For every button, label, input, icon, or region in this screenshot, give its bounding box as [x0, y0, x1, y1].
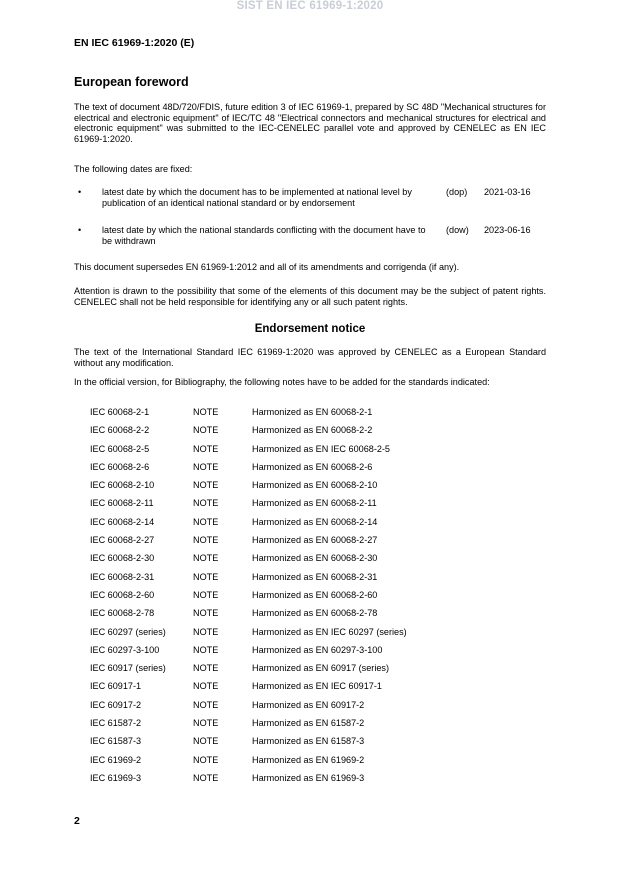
note-label: NOTE [193, 718, 219, 729]
standard-code: IEC 60297-3-100 [90, 644, 160, 655]
dates-item-dow [74, 225, 546, 247]
harmonized-text: Harmonized as EN 61969-2 [252, 754, 365, 765]
note-label: NOTE [193, 443, 219, 454]
harmonized-text: Harmonized as EN IEC 60068-2-5 [252, 443, 390, 454]
standard-code: IEC 60068-2-14 [90, 516, 155, 527]
note-label: NOTE [193, 736, 219, 747]
note-label: NOTE [193, 535, 219, 546]
standard-code: IEC 60917-2 [90, 699, 142, 710]
note-label: NOTE [193, 571, 219, 582]
foreword-heading: European foreword [74, 75, 189, 89]
harmonized-text: Harmonized as EN IEC 60917-1 [252, 681, 382, 692]
note-label: NOTE [193, 608, 219, 619]
harmonized-text: Harmonized as EN 60297-3-100 [252, 644, 383, 655]
note-label: NOTE [193, 772, 219, 783]
note-label: NOTE [193, 553, 219, 564]
harmonized-text: Harmonized as EN 61587-2 [252, 718, 365, 729]
harmonized-text: Harmonized as EN 60917 (series) [252, 663, 389, 674]
standard-code: IEC 60297 (series) [90, 626, 166, 637]
endorsement-heading: Endorsement notice [254, 323, 366, 335]
dates-item-date: 2021-03-16 [484, 187, 531, 197]
harmonized-text: Harmonized as EN 61969-3 [252, 772, 365, 783]
dates-item-abbr: (dow) [446, 225, 469, 235]
standard-code: IEC 60068-2-30 [90, 553, 155, 564]
harmonized-text: Harmonized as EN 60068-2-60 [252, 589, 378, 600]
note-label: NOTE [193, 699, 219, 710]
standard-code: IEC 61587-3 [90, 736, 142, 747]
note-label: NOTE [193, 425, 219, 436]
note-label: NOTE [193, 754, 219, 765]
watermark-header: SIST EN IEC 61969-1:2020 [236, 0, 384, 12]
supersedes-paragraph: This document supersedes EN 61969-1:2012 and all of its amendments and corrigenda (if any). [74, 262, 460, 272]
standard-code: IEC 61587-2 [90, 718, 142, 729]
standard-code: IEC 60068-2-31 [90, 571, 155, 582]
standard-code: IEC 60068-2-60 [90, 589, 155, 600]
bibliography-note-intro: In the official version, for Bibliography, the following notes have to be added for the standards indicated: [74, 377, 490, 387]
note-label: NOTE [193, 589, 219, 600]
standard-code: IEC 60068-2-5 [90, 443, 150, 454]
standard-code: IEC 60068-2-11 [90, 498, 154, 509]
harmonized-text: Harmonized as EN 61587-3 [252, 736, 365, 747]
dates-item-dop [74, 187, 546, 209]
note-label: NOTE [193, 407, 219, 417]
harmonized-text: Harmonized as EN 60068-2-1 [252, 407, 373, 417]
harmonized-text: Harmonized as EN 60068-2-78 [252, 608, 378, 619]
dates-item-date: 2023-06-16 [484, 225, 531, 235]
standard-code: IEC 60068-2-6 [90, 461, 150, 472]
standard-code: IEC 60068-2-1 [90, 407, 150, 417]
note-label: NOTE [193, 644, 219, 655]
harmonized-text: Harmonized as EN 60917-2 [252, 699, 365, 710]
document-id-header: EN IEC 61969-1:2020 (E) [74, 37, 195, 49]
standard-code: IEC 61969-3 [90, 772, 142, 783]
note-label: NOTE [193, 516, 219, 527]
page-number: 2 [74, 815, 80, 827]
note-label: NOTE [193, 681, 219, 692]
standard-code: IEC 60068-2-78 [90, 608, 155, 619]
note-label: NOTE [193, 626, 219, 637]
harmonized-text: Harmonized as EN IEC 60297 (series) [252, 626, 407, 637]
attention-paragraph: Attention is drawn to the possibility that some of the elements of this document may be the subject of patent rights. CENELEC shall not be held responsible for identifying any or all such patent rights. [74, 286, 546, 307]
harmonized-text: Harmonized as EN 60068-2-27 [252, 535, 378, 546]
harmonized-text: Harmonized as EN 60068-2-11 [252, 498, 377, 509]
harmonized-text: Harmonized as EN 60068-2-10 [252, 480, 378, 491]
harmonized-text: Harmonized as EN 60068-2-2 [252, 425, 373, 436]
note-label: NOTE [193, 498, 219, 509]
note-label: NOTE [193, 663, 219, 674]
harmonized-text: Harmonized as EN 60068-2-31 [252, 571, 378, 582]
harmonized-text: Harmonized as EN 60068-2-6 [252, 461, 373, 472]
dates-item-abbr: (dop) [446, 187, 468, 197]
harmonized-text: Harmonized as EN 60068-2-14 [252, 516, 378, 527]
standard-code: IEC 60068-2-2 [90, 425, 150, 436]
note-label: NOTE [193, 461, 219, 472]
standard-code: IEC 61969-2 [90, 754, 142, 765]
endorsement-paragraph: The text of the International Standard IEC 61969-1:2020 was approved by CENELEC as a European Standard without any modification. [74, 347, 546, 368]
foreword-paragraph: The text of document 48D/720/FDIS, future edition 3 of IEC 61969-1, prepared by SC 48D "Mechanical structures for electrical and electronic equipment" of IEC/TC 48 "Electrical connectors and mechanical structures for electrical and electronic equipment" was submitted to the IEC-CENELEC parallel vote and approved by CENELEC as EN IEC 61969-1:2020. [74, 102, 546, 144]
standard-code: IEC 60068-2-27 [90, 535, 155, 546]
standard-code: IEC 60917 (series) [90, 663, 166, 674]
bullet-marker: • [78, 225, 82, 235]
standard-code: IEC 60068-2-10 [90, 480, 155, 491]
dates-item-text: latest date by which the national standards conflicting with the document have to be withdrawn [102, 225, 426, 246]
harmonized-text: Harmonized as EN 60068-2-30 [252, 553, 378, 564]
bullet-marker: • [78, 187, 82, 197]
dates-item-text: latest date by which the document has to be implemented at national level by publication of an identical national standard or by endorsement [102, 187, 412, 208]
note-label: NOTE [193, 480, 219, 491]
dates-intro: The following dates are fixed: [74, 164, 193, 174]
standard-code: IEC 60917-1 [90, 681, 142, 692]
